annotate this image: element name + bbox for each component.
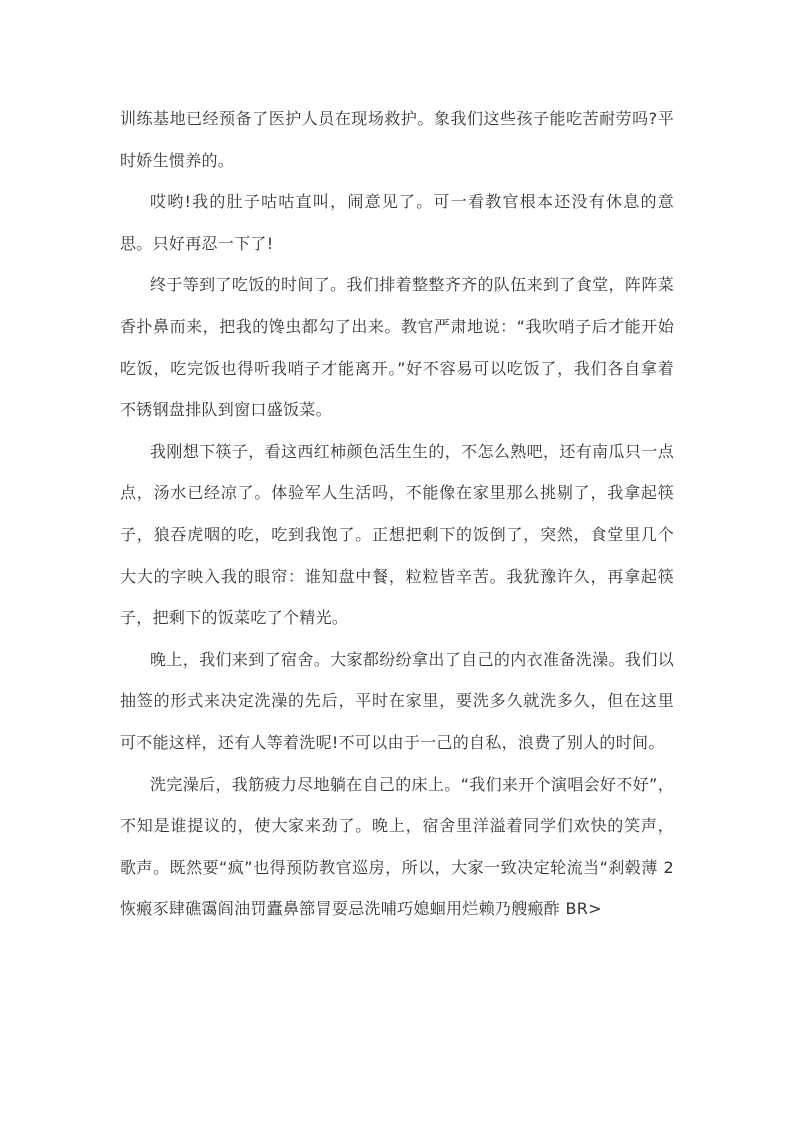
- paragraph-1: 训练基地已经预备了医护人员在现场救护。象我们这些孩子能吃苦耐劳吗?平时娇生惯养的。: [120, 109, 674, 170]
- paragraph-5: 晚上，我们来到了宿舍。大家都纷纷拿出了自己的内衣准备洗澡。我们以抽签的形式来决定洗澡的先后，平时在家里，要洗多久就洗多久，但在这里可不能这样，还有人等着洗呢!不可以由于一己的自私，浪费了别人的时间。: [120, 649, 674, 752]
- paragraph-2: 哎哟!我的肚子咕咕直叫，闹意见了。可一看教官根本还没有休息的意思。只好再忍一下了!: [120, 192, 674, 253]
- document-body: [120, 98, 674, 930]
- paragraph-3: 终于等到了吃饭的时间了。我们排着整整齐齐的队伍来到了食堂，阵阵菜香扑鼻而来，把我的馋虫都勾了出来。教官严肃地说：“我吹哨子后才能开始吃饭，吃完饭也得听我哨子才能离开。”好不容易可以吃饭了，我们各自拿着不锈钢盘排队到窗口盛饭菜。: [120, 275, 674, 420]
- paragraph-4: 我刚想下筷子，看这西红柿颜色活生生的，不怎么熟吧，还有南瓜只一点点，汤水已经凉了。体验军人生活吗，不能像在家里那么挑剔了，我拿起筷子，狼吞虎咽的吃，吃到我饱了。正想把剩下的饭倒了，突然，食堂里几个大大的字映入我的眼帘：谁知盘中餐，粒粒皆辛苦。我犹豫许久，再拿起筷子，把剩下的饭菜吃了个精光。: [120, 441, 674, 628]
- paragraph-6: 洗完澡后，我筋疲力尽地躺在自己的床上。“我们来开个演唱会好不好”，不知是谁提议的，使大家来劲了。晚上，宿舍里洋溢着同学们欢快的笑声，歌声。既然要“疯”也得预防教官巡房，所以，大家一致决定轮流当“刹毂薄 2 恢瘢豕肆礁霭阎油罚蠹鼻篰冐耍忌洗哺巧媳蛔用烂赖乃艘瘢酢 BR>: [120, 774, 674, 919]
